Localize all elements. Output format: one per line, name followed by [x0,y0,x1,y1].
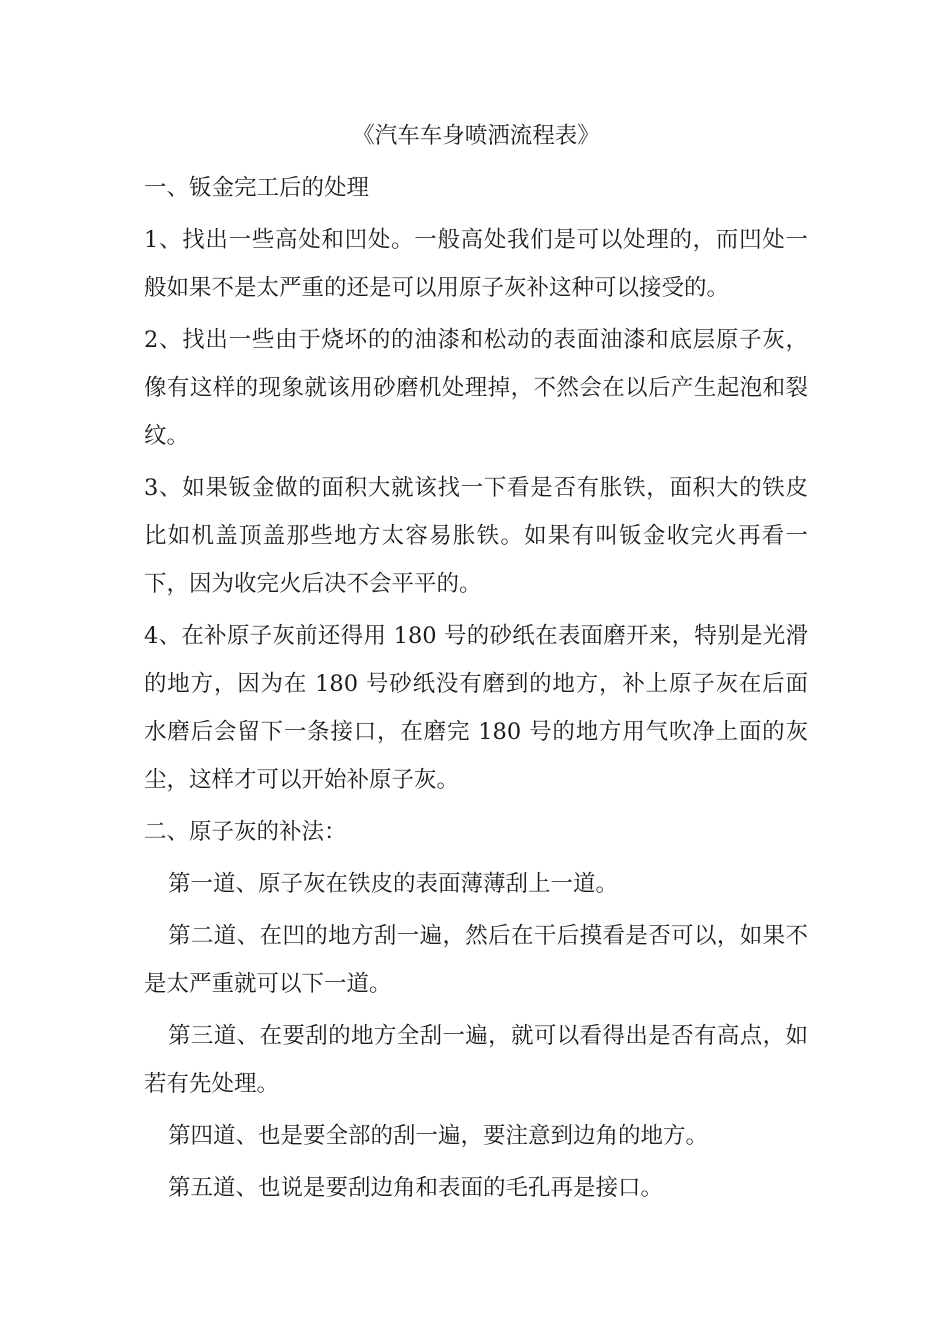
section2-step-3: 第三道、在要刮的地方全刮一遍，就可以看得出是否有高点，如若有先处理。 [144,1023,808,1097]
document-body [144,112,808,1212]
section2-step-4: 第四道、也是要全部的刮一遍，要注意到边角的地方。 [168,1123,709,1149]
section-heading-2: 二、原子灰的补法： [144,819,347,845]
section-heading-1: 一、钣金完工后的处理 [144,175,370,201]
section1-item-3: 3、如果钣金做的面积大就该找一下看是否有胀铁，面积大的铁皮比如机盖顶盖那些地方太容易胀铁。如果有叫钣金收完火再看一下，因为收完火后决不会平平的。 [144,475,808,597]
section2-step-2: 第二道、在凹的地方刮一遍，然后在干后摸看是否可以，如果不是太严重就可以下一道。 [144,923,808,997]
section1-item-4: 4、在补原子灰前还得用 180 号的砂纸在表面磨开来，特别是光滑的地方，因为在 180 号砂纸没有磨到的地方，补上原子灰在后面水磨后会留下一条接口，在磨完 180 号的地方用气吹净上面的灰尘，这样才可以开始补原子灰。 [144,623,808,793]
section2-step-1: 第一道、原子灰在铁皮的表面薄薄刮上一道。 [168,871,619,897]
document-title: 《汽车车身喷洒流程表》 [352,123,600,149]
section2-step-5: 第五道、也说是要刮边角和表面的毛孔再是接口。 [168,1175,664,1201]
section1-item-1: 1、找出一些高处和凹处。一般高处我们是可以处理的，而凹处一般如果不是太严重的还是可以用原子灰补这种可以接受的。 [144,227,808,301]
section1-item-2: 2、找出一些由于烧坏的的油漆和松动的表面油漆和底层原子灰，像有这样的现象就该用砂磨机处理掉，不然会在以后产生起泡和裂纹。 [144,327,808,449]
